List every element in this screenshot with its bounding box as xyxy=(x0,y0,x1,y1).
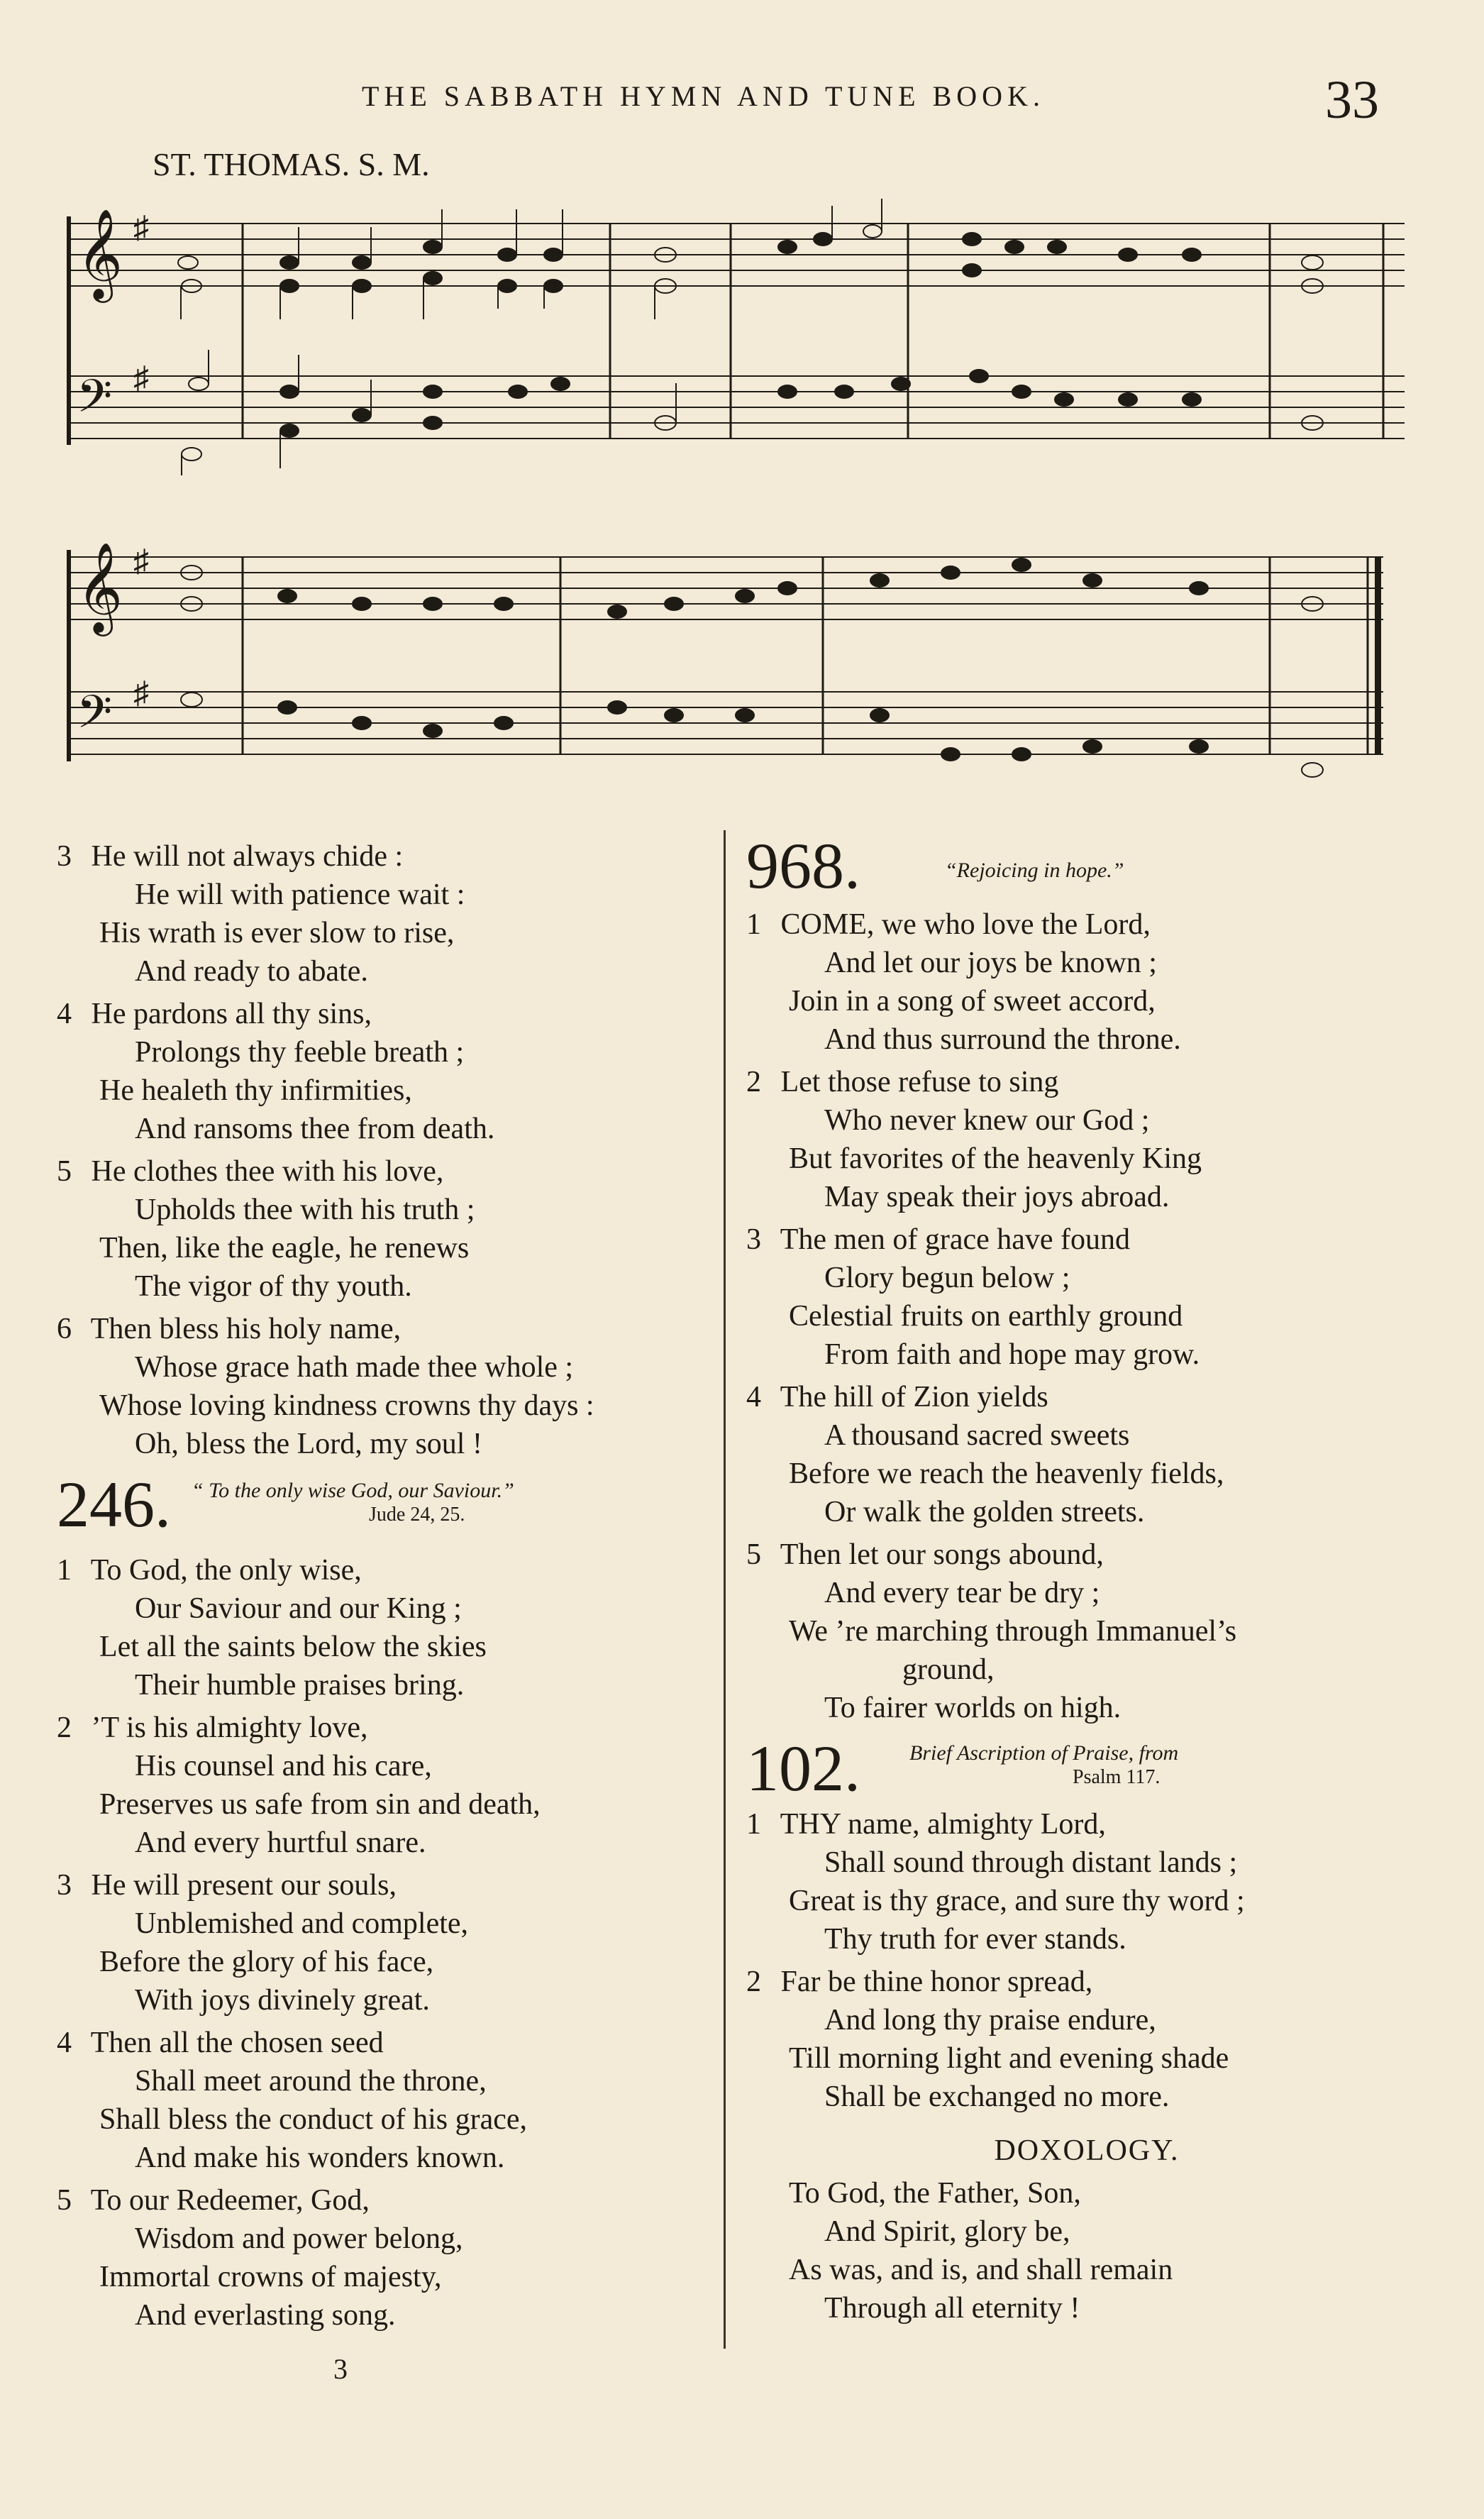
stanza-968-2: 2 Let those refuse to sing Who never knew our God ; But favorites of the heavenly King May speak their joys abroad. xyxy=(746,1066,1202,1213)
hymn-number: 968. xyxy=(746,829,860,902)
stanza-102-2: 2 Far be thine honor spread, And long thy praise endure, Till morning light and evening shade Shall be exchanged no more. xyxy=(746,1966,1229,2113)
column-divider xyxy=(724,830,726,2349)
stanza-246-3: 3 He will present our souls, Unblemished and complete, Before the glory of his face, With joys divinely great. xyxy=(57,1869,469,2017)
stanza-246-4: 4 Then all the chosen seed Shall meet around the throne, Shall bless the conduct of his grace, And make his wonders known. xyxy=(57,2027,528,2174)
hymn-968-header xyxy=(746,829,1427,902)
running-head xyxy=(0,70,1484,130)
score-system-1 xyxy=(64,195,1412,475)
stanza-4: 4 He pardons all thy sins, Prolongs thy feeble breath ; He healeth thy infirmities, And ransoms thee from death. xyxy=(57,998,495,1145)
stanza-6: 6 Then bless his holy name, Whose grace hath made thee whole ; Whose loving kindness crowns thy days : Oh, bless the Lord, my soul ! xyxy=(57,1313,594,1460)
stanza-102-1: 1 THY name, almighty Lord, Shall sound through distant lands ; Great is thy grace, and sure thy word ; Thy truth for ever stands. xyxy=(746,1808,1245,1956)
hymn-title: “ To the only wise God, our Saviour.” Jude 24, 25. xyxy=(192,1479,514,1526)
svg-text:♯: ♯ xyxy=(133,360,149,395)
stanza-5: 5 He clothes thee with his love, Upholds thee with his truth ; Then, like the eagle, he renews The vigor of thy youth. xyxy=(57,1155,475,1303)
tune-title: ST. THOMAS. S. M. xyxy=(153,146,430,182)
svg-text:♯: ♯ xyxy=(133,676,149,710)
hymn-title: Brief Ascription of Praise, from Psalm 117. xyxy=(909,1741,1179,1788)
left-column xyxy=(57,837,716,2339)
bass-clef-icon-2: 𝄢 xyxy=(77,687,113,749)
bass-clef-icon: 𝄢 xyxy=(77,371,113,433)
music-system-1 xyxy=(64,195,1412,475)
svg-text:♯: ♯ xyxy=(133,210,149,245)
right-column xyxy=(746,830,1427,2332)
stanza-246-1: 1 To God, the only wise, Our Saviour and our King ; Let all the saints below the skies Their humble praises bring. xyxy=(57,1554,487,1702)
score-system-2 xyxy=(64,529,1412,798)
stanza-968-3: 3 The men of grace have found Glory begun below ; Celestial fruits on earthly ground From faith and hope may grow. xyxy=(746,1223,1200,1371)
treble-clef-icon: 𝄞 xyxy=(77,211,123,297)
stanza-3: 3 He will not always chide : He will with patience wait : His wrath is ever slow to rise, And ready to abate. xyxy=(57,840,465,988)
hymn-title: “Rejoicing in hope.” xyxy=(945,859,1124,882)
stanza-246-5: 5 To our Redeemer, God, Wisdom and power belong, Immortal crowns of majesty, And everlasting song. xyxy=(57,2184,463,2332)
stanza-968-4: 4 The hill of Zion yields A thousand sacred sweets Before we reach the heavenly fields, Or walk the golden streets. xyxy=(746,1381,1224,1528)
hymn-number: 102. xyxy=(746,1732,860,1804)
music-system-2 xyxy=(64,529,1412,798)
running-title: THE SABBATH HYMN AND TUNE BOOK. xyxy=(362,80,1045,112)
hymn-number: 246. xyxy=(57,1468,171,1540)
doxology-text: To God, the Father, Son, And Spirit, glory be, As was, and is, and shall remain Through all eternity ! xyxy=(789,2177,1173,2325)
treble-clef-icon-2: 𝄞 xyxy=(77,544,123,631)
stanza-968-5: 5 Then let our songs abound, And every tear be dry ; We ’re marching through Immanuel’s ground, To fairer worlds on high. xyxy=(746,1538,1237,1724)
stanza-968-1: 1 COME, we who love the Lord, And let our joys be known ; Join in a song of sweet accord, And thus surround the throne. xyxy=(746,908,1181,1056)
signature-mark: 3 xyxy=(333,2353,348,2385)
page-number: 33 xyxy=(1325,70,1379,130)
hymn-246-header xyxy=(57,1469,716,1544)
svg-text:♯: ♯ xyxy=(133,544,149,578)
hymn-102-header xyxy=(746,1732,1427,1804)
doxology-heading: DOXOLOGY. xyxy=(994,2134,1180,2167)
stanza-246-2: 2 ’T is his almighty love, His counsel and his care, Preserves us safe from sin and death, And every hurtful snare. xyxy=(57,1712,541,1859)
